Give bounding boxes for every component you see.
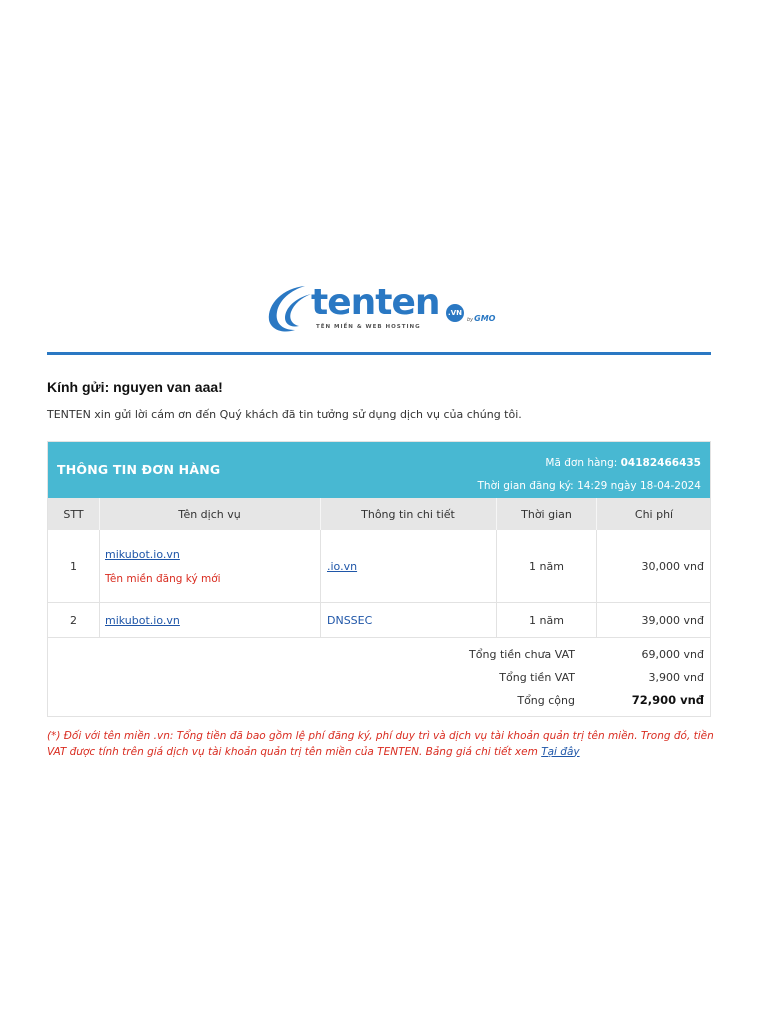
vat-footnote [47,729,717,760]
detail-text: DNSSEC [327,613,373,627]
logo-wordmark: tenten [311,282,440,323]
order-totals [48,638,710,716]
footnote-text: (*) Đối với tên miền .vn: Tổng tiền đã bao gồm lệ phí đăng ký, phí duy trì và dịch vụ tài khoản quản trị tên miền. Trong đó, tiền VAT được tính trên giá dịch vụ tài khoản quản trị tên miền của TENTEN. Bảng giá chi tiết xem [47,730,714,758]
row-service-cell [100,603,321,638]
row-detail-cell [321,530,497,603]
table-header-row [48,498,710,530]
order-table [48,498,710,638]
row-time: 1 năm [497,530,597,603]
order-header [48,442,710,498]
row-service-cell [100,530,321,603]
order-time-value: 14:29 ngày 18-04-2024 [577,480,701,492]
row-stt: 2 [48,603,100,638]
greeting-heading: Kính gửi: nguyen van aaa! [47,379,223,395]
logo-by: by [467,317,474,323]
logo-gmo-text: GMO [474,314,496,323]
logo-vn-badge: .VN [446,304,464,322]
header-divider [47,352,711,355]
row-time: 1 năm [497,603,597,638]
row-cost: 39,000 vnđ [597,603,711,638]
tenten-logo[interactable] [261,280,711,338]
total-value: 72,900 vnđ [631,693,704,707]
service-link[interactable]: mikubot.io.vn [105,547,180,561]
logo-gmo [467,314,495,323]
table-row [48,603,710,638]
col-detail: Thông tin chi tiết [321,498,497,530]
order-time-line [478,475,702,498]
subtotal-value: 69,000 vnđ [641,648,704,661]
logo-tagline: TÊN MIỀN & WEB HOSTING [316,324,421,330]
col-cost: Chi phí [597,498,711,530]
vat-line [46,666,710,689]
order-code-label: Mã đơn hàng: [545,457,618,469]
total-label: Tổng cộng [517,694,575,707]
email-content [47,280,714,760]
col-stt: STT [48,498,100,530]
order-time-label: Thời gian đăng ký: [477,480,574,492]
service-note: Tên miền đăng ký mới [105,572,221,585]
table-row [48,530,710,603]
col-service: Tên dịch vụ [100,498,321,530]
price-list-link[interactable]: Tại đây [541,745,580,758]
order-box [47,441,711,717]
order-code-value: 04182466435 [620,457,701,469]
total-line [46,689,710,712]
order-code-line [478,452,702,475]
order-meta [478,452,702,498]
detail-link[interactable]: .io.vn [327,559,358,573]
vat-value: 3,900 vnđ [648,671,704,684]
subtotal-line [46,643,710,666]
row-cost: 30,000 vnđ [597,530,711,603]
col-time: Thời gian [497,498,597,530]
vat-label: Tổng tiền VAT [499,671,575,684]
service-link[interactable]: mikubot.io.vn [105,613,180,627]
order-title: THÔNG TIN ĐƠN HÀNG [57,462,221,477]
row-stt: 1 [48,530,100,603]
subtotal-label: Tổng tiền chưa VAT [469,648,575,661]
thanks-text: TENTEN xin gửi lời cám ơn đến Quý khách đã tin tưởng sử dụng dịch vụ của chúng tôi. [47,408,522,421]
row-detail-cell [321,603,497,638]
swoosh-icon [261,282,315,336]
